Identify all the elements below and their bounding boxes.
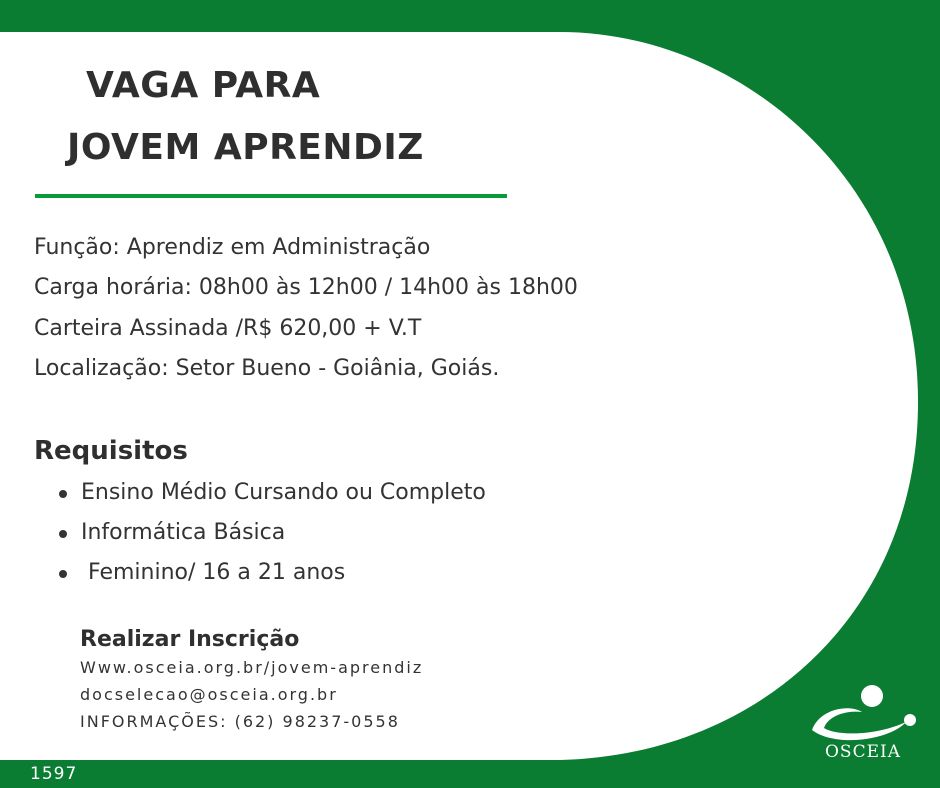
requirements-list	[55, 482, 486, 602]
detail-function: Função: Aprendiz em Administração	[34, 235, 431, 260]
heading-line-2: JOVEM APRENDIZ	[67, 127, 424, 168]
requirement-text: Informática Básica	[81, 520, 286, 545]
heading-line-1: VAGA PARA	[86, 65, 321, 106]
heading-divider	[35, 194, 507, 198]
bullet-icon	[59, 570, 67, 578]
requirement-text: Ensino Médio Cursando ou Completo	[81, 480, 486, 505]
registration-email: docselecao@osceia.org.br	[80, 685, 338, 704]
detail-salary: Carteira Assinada /R$ 620,00 + V.T	[34, 316, 422, 341]
logo-text: OSCEIA	[825, 742, 901, 762]
list-item	[55, 522, 486, 562]
bullet-icon	[59, 530, 67, 538]
footer-code: 1597	[30, 764, 78, 784]
requirements-title: Requisitos	[34, 436, 188, 466]
list-item	[55, 562, 486, 602]
bullet-icon	[59, 490, 67, 498]
detail-location: Localização: Setor Bueno - Goiânia, Goiás.	[34, 356, 500, 381]
list-item	[55, 482, 486, 522]
registration-website: Www.osceia.org.br/jovem-aprendiz	[80, 658, 424, 677]
detail-schedule: Carga horária: 08h00 às 12h00 / 14h00 às 18h00	[34, 275, 578, 300]
registration-phone: INFORMAÇÕES: (62) 98237-0558	[80, 712, 400, 731]
registration-title: Realizar Inscrição	[80, 627, 300, 652]
requirement-text: Feminino/ 16 a 21 anos	[81, 560, 346, 585]
